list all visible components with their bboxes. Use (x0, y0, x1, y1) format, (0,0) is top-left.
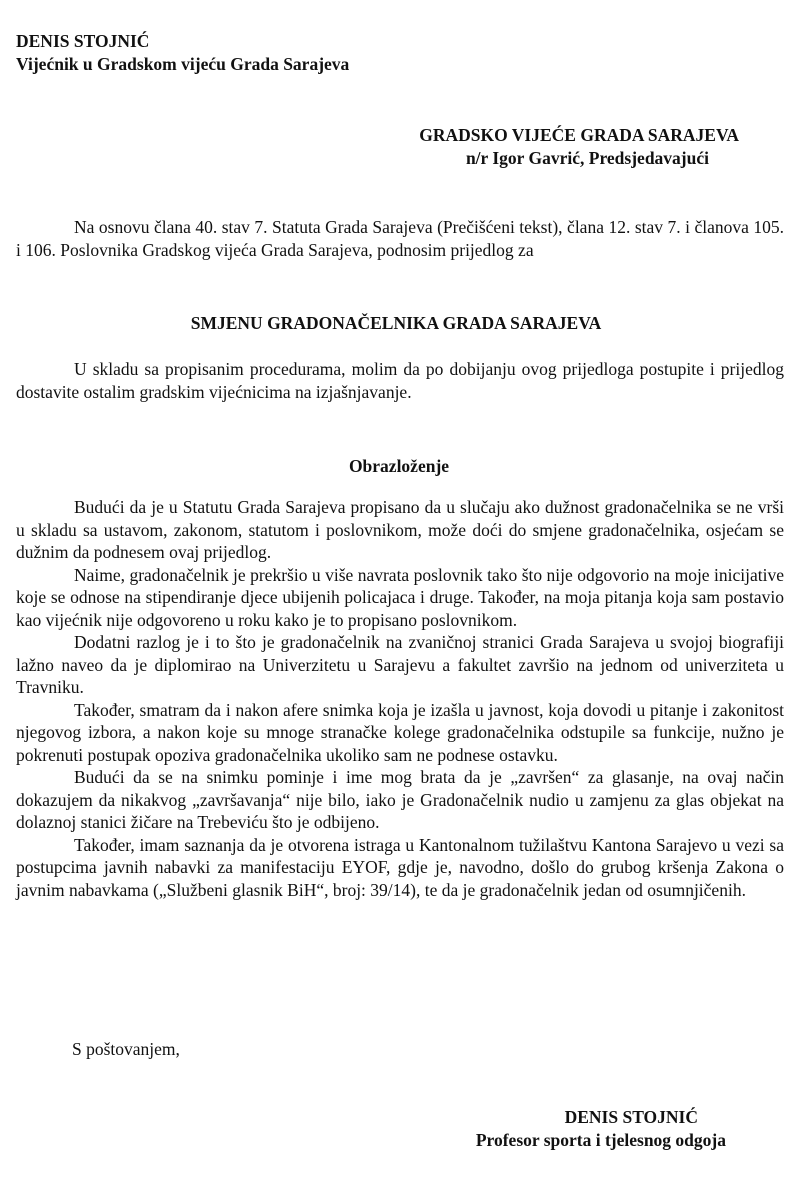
signature-name: DENIS STOJNIĆ (564, 1107, 698, 1127)
recipient-body: GRADSKO VIJEĆE GRADA SARAJEVA (419, 125, 739, 145)
sender-name: DENIS STOJNIĆ (16, 31, 150, 51)
reason-paragraph: Također, smatram da i nakon afere snimka koja je izašla u javnost, koja dovodi u pitanje i zakonitost njegovog izbora, a nakon koje su mnoge stranačke kolege gradonačelnika odstupile sa funkcije, nužno je pokrenuti postupak opoziva gradonačelnika ukoliko sam ne podnese ostavku. (16, 699, 784, 765)
intro-paragraph (16, 216, 784, 261)
signature-block (476, 1106, 726, 1152)
intro-text: Na osnovu člana 40. stav 7. Statuta Grada Sarajeva (Prečišćeni tekst), člana 12. stav 7. i članova 105. i 106. Poslovnika Gradskog vijeća Grada Sarajeva, podnosim prijedlog za (16, 217, 784, 260)
signature-title: Profesor sporta i tjelesnog odgoja (475, 1130, 726, 1150)
reason-paragraph: Budući da je u Statutu Grada Sarajeva propisano da u slučaju ako dužnost gradonačelnika se ne vrši u skladu sa ustavom, zakonom, statutom i poslovnikom, može doći do smjene gradonačelnika, osjećam se dužnim da podnesem ovaj prijedlog. (16, 497, 784, 562)
document-title: SMJENU GRADONAČELNIKA GRADA SARAJEVA (190, 313, 602, 333)
reason-paragraph: Budući da se na snimku pominje i ime mog brata da je „završen“ za glasanje, na ovaj način dokazujem da nikakvog „završavanja“ nije bilo, iako je Gradonačelnik nudio u zamjenu za glas objekat na dolaznoj stanici žičare na Trebeviću što je odbijeno. (16, 767, 784, 832)
closing-salutation: S poštovanjem, (72, 1039, 180, 1059)
reason-paragraph: Naime, gradonačelnik je prekršio u više navrata poslovnik tako što nije odgovorio na moje inicijative koje se odnose na stipendiranje djece ubijenih policajaca i druge. Također, na moja pitanja koja sam postavio kao vijećnik nije odgovoreno u roku kako je to propisano poslovnikom. (16, 564, 784, 630)
reasons-section (16, 496, 784, 901)
reason-paragraph: Dodatni razlog je i to što je gradonačelnik na zvaničnoj stranici Grada Sarajeva u svojoj biografiji lažno naveo da je diplomirao na Univerzitetu u Sarajevu a fakultet završio na jednom od univerziteta u Travniku. (16, 632, 784, 697)
recipient-attention: n/r Igor Gavrić, Predsjedavajući (465, 148, 709, 168)
request-text: U skladu sa propisanim procedurama, molim da po dobijanju ovog prijedloga postupite i prijedlog dostavite ostalim gradskim vijećnicima na izjašnjavanje. (16, 359, 784, 402)
sender-block (16, 30, 349, 76)
reason-paragraph: Također, imam saznanja da je otvorena istraga u Kantonalnom tužilaštvu Kantona Sarajevo u vezi sa postupcima javnih nabavki za manifestaciju EYOF, gdje je, navodno, došlo do grubog kršenja Zakona o javnim nabavkama („Službeni glasnik BiH“, broj: 39/14), te da je gradonačelnik jedan od osumnjičenih. (16, 834, 784, 900)
request-paragraph (16, 358, 784, 403)
section-heading: Obrazloženje (348, 456, 450, 476)
sender-role: Vijećnik u Gradskom vijeću Grada Sarajeva (16, 54, 350, 74)
recipient-block (419, 124, 739, 170)
